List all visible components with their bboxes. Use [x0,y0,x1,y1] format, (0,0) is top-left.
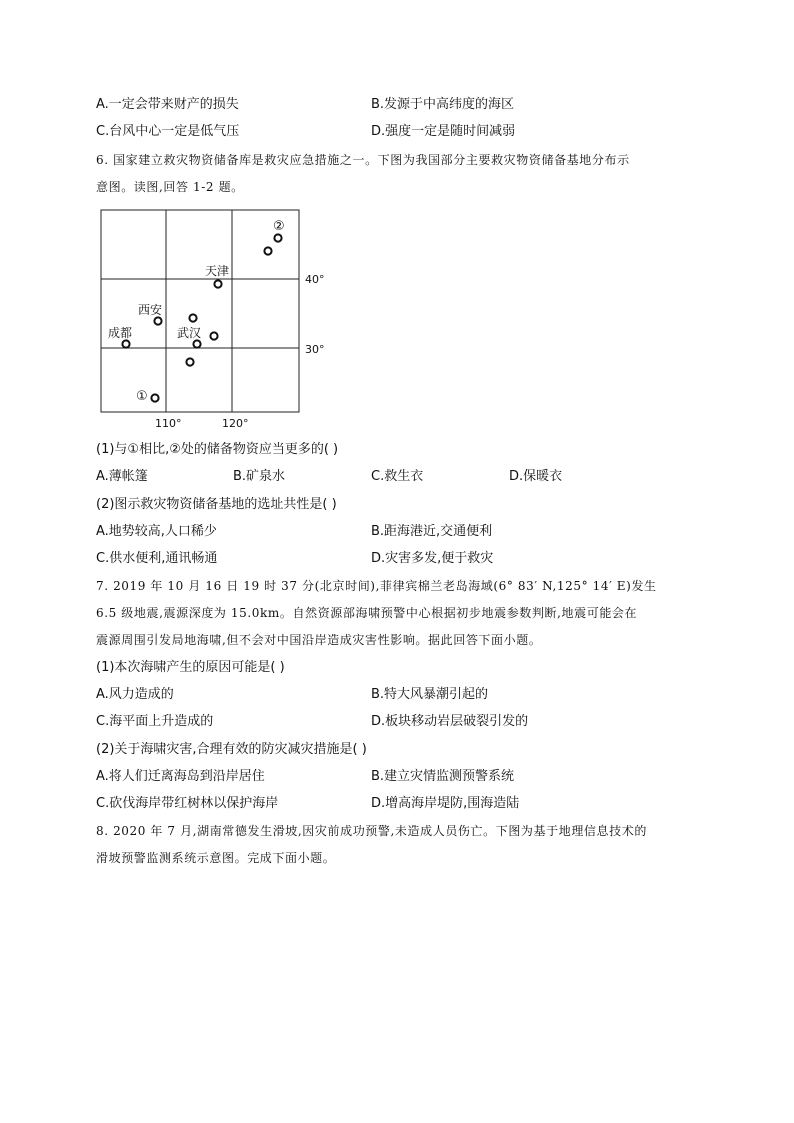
q6-sub2-option-c: C.供水便利,通讯畅通 [96,551,218,566]
base-marker [189,314,196,321]
base-marker-2-upper [274,234,281,241]
q7-sub2-option-c: C.砍伐海岸带红树林以保护海岸 [96,796,279,811]
q5-option-b: B.发源于中高纬度的海区 [371,97,515,112]
label-wuhan: 武汉 [177,326,202,340]
q6-stem-line1: 6. 国家建立救灾物资储备库是救灾应急措施之一。下图为我国部分主要救灾物资储备基地分布示 [96,153,630,167]
q6-sub2-option-d: D.灾害多发,便于救灾 [371,551,494,566]
q6-stem-line2: 意图。读图,回答 1-2 题。 [96,180,244,194]
q6-sub1-question: (1)与①相比,②处的储备物资应当更多的( ) [96,442,339,457]
base-marker [186,358,193,365]
q7-sub2-question: (2)关于海啸灾害,合理有效的防灾减灾措施是( ) [96,742,367,757]
q6-sub1-option-c: C.救生衣 [371,469,424,484]
lon-tick-110: 110° [155,417,182,430]
base-marker-chengdu [122,340,129,347]
q7-sub2-option-a: A.将人们迁离海岛到沿岸居住 [96,769,265,784]
label-tianjin: 天津 [205,264,230,278]
q5-option-c: C.台风中心一定是低气压 [96,124,240,139]
q7-sub1-option-c: C.海平面上升造成的 [96,714,214,729]
q7-stem-line2: 6.5 级地震,震源深度为 15.0km。自然资源部海啸预警中心根据初步地震参数判断,地震可能会在 [96,606,638,620]
base-marker-wuhan [193,340,200,347]
q6-sub2-option-b: B.距海港近,交通便利 [371,524,493,539]
base-marker-tianjin [214,280,221,287]
base-marker-1 [151,394,158,401]
q7-sub2-option-b: B.建立灾情监测预警系统 [371,769,515,784]
base-marker-xian [154,317,161,324]
lat-tick-30: 30° [305,343,325,356]
q7-stem-line1: 7. 2019 年 10 月 16 日 19 时 37 分(北京时间),菲律宾棉兰老岛海域(6° 83′ N,125° 14′ E)发生 [96,579,657,593]
q6-sub1-option-b: B.矿泉水 [233,469,286,484]
q6-sub1-option-a: A.薄帐篷 [96,469,148,484]
map-frame [101,210,299,412]
q7-sub1-option-b: B.特大风暴潮引起的 [371,687,489,702]
base-marker-2-lower [264,247,271,254]
q8-stem-line1: 8. 2020 年 7 月,湖南常德发生滑坡,因灾前成功预警,未造成人员伤亡。下图为基于地理信息技术的 [96,824,647,838]
q7-sub1-question: (1)本次海啸产生的原因可能是( ) [96,660,285,675]
q6-sub1-option-d: D.保暖衣 [509,469,563,484]
q7-sub1-option-a: A.风力造成的 [96,687,174,702]
label-xian: 西安 [138,303,163,317]
q5-option-a: A.一定会带来财产的损失 [96,97,239,112]
label-chengdu: 成都 [108,326,133,340]
q7-sub2-option-d: D.增高海岸堤防,围海造陆 [371,796,520,811]
base-marker [210,332,217,339]
label-marker-1: ① [136,389,148,404]
lon-tick-120: 120° [222,417,249,430]
q6-sub2-option-a: A.地势较高,人口稀少 [96,524,217,539]
q8-stem-line2: 滑坡预警监测系统示意图。完成下面小题。 [96,851,336,865]
q6-sub2-question: (2)图示救灾物资储备基地的选址共性是( ) [96,497,337,512]
q7-sub1-option-d: D.板块移动岩层破裂引发的 [371,714,529,729]
q7-stem-line3: 震源周围引发局地海啸,但不会对中国沿岸造成灾害性影响。据此回答下面小题。 [96,633,542,647]
q5-option-d: D.强度一定是随时间减弱 [371,124,516,139]
disaster-relief-base-map [98,207,338,432]
label-marker-2: ② [273,219,285,234]
map-svg [98,207,338,432]
lat-tick-40: 40° [305,273,325,286]
